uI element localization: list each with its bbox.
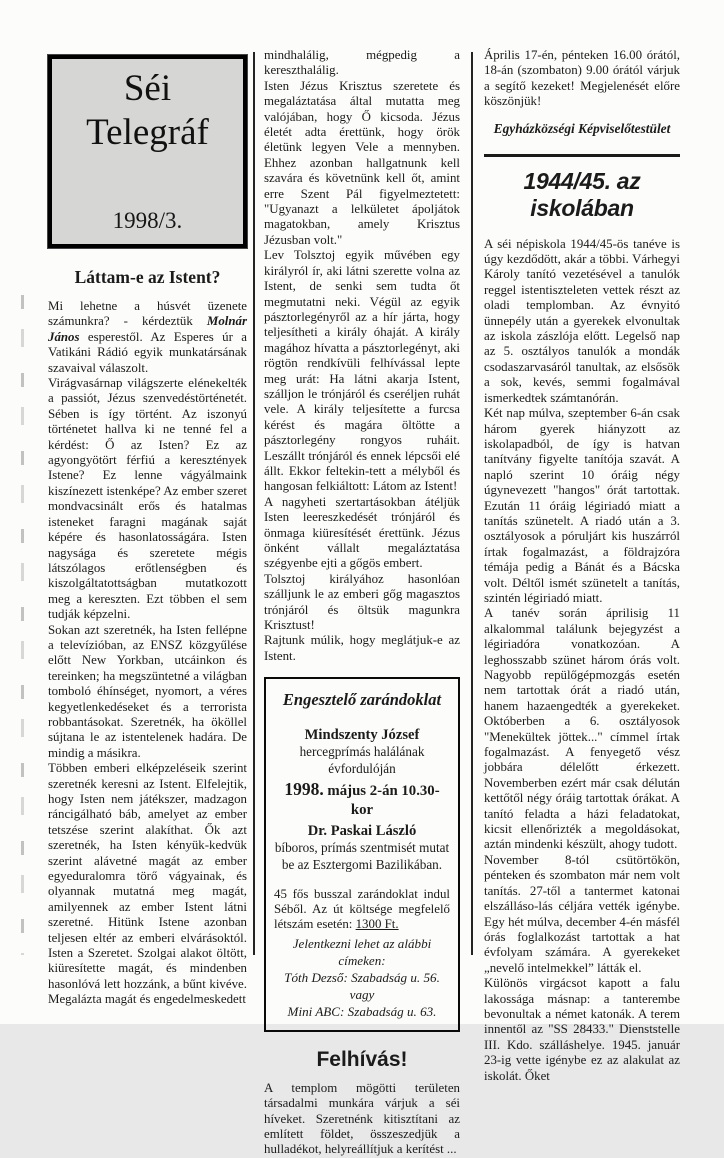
bus-info-text: 45 fős busszal zarándoklat indul Séből. Az út költsége megfelelő létszám esetén: — [274, 887, 450, 932]
signature-line: Egyházközségi Képviselőtestület — [493, 120, 671, 136]
pilgrimage-name-mindszenty: Mindszenty József — [304, 727, 420, 744]
masthead-box — [48, 55, 247, 248]
paragraph-text: Mi lehetne a húsvét üzenete számunkra? - kérdeztük — [48, 299, 247, 329]
pilgrimage-year: 1998. — [284, 779, 324, 800]
paragraph: Isten Jézus Krisztus szeretete és megaláztatása által mutatta meg valójában, hogy Ő kicsoda. Jézus életét adta érettünk, hogy örök életünk legyen Vele a mennyben. Ehhez azonban hallgatnunk kell szavára és követnünk kell őt, amint erre Szent Pál figyelmeztetett: "Ugyanazt a lelkületet ápoljátok magatokban, amely Krisztus Jézusban volt." — [264, 78, 460, 247]
pilgrimage-title: Engesztelő zarándoklat — [282, 690, 442, 710]
paragraph — [48, 299, 247, 376]
pilgrimage-announcement-box — [264, 677, 460, 1032]
paragraph: Tolsztoj királyához hasonlóan szálljunk le az emberi gőg magasztos trónjáról és öltsük magunkra Krisztust! — [264, 571, 460, 633]
article-heading-iskola: 1944/45. az iskolában — [523, 167, 641, 221]
pilgrimage-apply-line2: Tóth Dezső: Szabadság u. 56. vagy — [284, 969, 440, 1002]
paragraph: Két nap múlva, szeptember 6-án csak három gyerek hiányzott az iskolapadból, de így is hatvan tanítvány figyelte tanítója szavát. A napló szerint 10 óráig négy úgynevezett "hangos" órát tartottak. Ezután 11 óráig légiriadó miatt a tanítás szünetelt. A riadó után a 3. osztályosok a póruljárt kis huszárról írtak fogalmazást, a földrajzóra témája pedig a Bánát és a Bácska volt. Déltől ismét szünetelt a tanítás, szintén légiriadó miatt. — [484, 406, 680, 605]
paragraph: mindhalálig, mégpedig a kereszthalálig. — [264, 48, 460, 78]
paragraph: A tanév során áprilisig 11 alkalommal találunk bejegyzést a légiriadóra vonatkozóan. A leghosszabb szünet három órás volt. Nagyobb repülőgépmozgás esetén nem tartottak órát a riadó után, hanem hazaengedték a gyerekeket. Októberben a 6. osztályosok "Menekültek jöttek..." címmel írtak fogalmazást. A fenyegető vész jobbára délelőtt érkezett. Novemberben ezért már csak délután kettőtől négy óráig tartottak órákat. A tanító feladta a házi feladatokat, kicsit ellenőrizték a megoldásokat, aztán mindenki készült, ahogy tudott. — [484, 606, 680, 852]
paragraph-text: esperestől. Az Esperes úr a Vatikáni Rádió egyik munkatársának szavaival válaszolt. — [48, 329, 247, 375]
pilgrimage-bus-info — [274, 887, 450, 933]
article-heading-lattam: Láttam-e az Istent? — [74, 267, 221, 287]
pilgrimage-apply-line1: Jelentkezni lehet az alábbi címeken: — [292, 935, 432, 968]
article-heading-felhivas: Felhívás! — [316, 1047, 408, 1071]
pilgrimage-apply-line3: Mini ABC: Szabadság u. 63. — [287, 1003, 437, 1019]
masthead-title-line1: Séi — [123, 68, 172, 109]
section-divider-rule — [484, 154, 680, 157]
paragraph: Április 17-én, pénteken 16.00 órától, 18-án (szombaton) 9.00 órától várjuk a segítő kezeket! Megjelenését előre köszönjük! — [484, 48, 680, 109]
pilgrimage-occasion: hercegprímás halálának évfordulóján — [299, 744, 425, 776]
column-3 — [484, 48, 680, 1083]
bus-price: 1300 Ft. — [355, 917, 399, 932]
masthead-title-line2: Telegráf — [86, 111, 209, 153]
paragraph: November 8-tól csütörtökön, pénteken és szombaton már nem volt tanítás. 27-től a tantermet katonai elszálláso-lás céljára vették igénybe. Egy hét múlva, december 4-én másfél órás foglalkozást tartottak a hat évfolyam számára. A gyerekeket „nevelő intelmekkel” látták el. — [484, 852, 680, 975]
paragraph: Lev Tolsztoj egyik művében egy királyról ír, aki látni szerette volna az Istent, de senki sem tudta őt megmutatni neki. Végül az egyik pásztorlegényről az a hír járta, hogy teljesítheti a király óhaját. A király magához hívatta a pásztorlegényt, aki rögtön rendkívüli felhívással lepte meg urát: Ha látni akarja Istent, szálljon le trónjáról és cseréljen ruhát vele. A király teljesítette a furcsa kérést és magára öltötte a pásztorlegény rongyos ruháit. Leszállt trónjáról és ennek lépcsői elé állt. Ekkor feltekin-tett a mélyből és hangosan felkiáltott: Látom az Istent! — [264, 248, 460, 494]
column-1 — [48, 48, 247, 1007]
pilgrimage-date — [274, 779, 450, 819]
paragraph: Különös virgácsot kapott a falu lakossága másnap: a tanterembe bevonultak a német katonák. A terem innentől az "SS 28433." Dienststelle III. Kdo. szálláshelye. 1945. január 23-ig vette igénybe ez az alakulat az iskolát. Őket — [484, 976, 680, 1083]
paragraph: A séi népiskola 1944/45-ös tanéve is úgy kezdődött, akár a többi. Várhegyi Károly tanító vezetésével a tanulók reggel istentiszteleten vettek részt az oladi templomban. Az évnyitó ünnepély után a gyerekek elvonultak az iskola zászlója előtt. Legelső nap az 5. osztályos tanulók a mondák csodaszarvasáról tanultak, az elsősök a sok, kevés, semmi fogalmával ismerkedtek számtanórán. — [484, 236, 680, 405]
pilgrimage-name-paskai: Dr. Paskai László — [307, 822, 417, 839]
paragraph: A templom mögötti területen társadalmi munkára várjuk a séi híveket. Szeretnénk kitisztítani az említett földet, összeszedjük a hulladékot, helyreállítjuk a kerítést ... — [264, 1080, 460, 1157]
pilgrimage-date-rest: május 2-án 10.30-kor — [323, 783, 440, 819]
paragraph: Virágvasárnap világszerte elénekelték a passiót, Jézus szenvedéstörténetét. Sében is így történt. Az iszonyú történetet hallva ki ne tenné fel a kérdést: Ő az Isten? Ez az agyongyötört férfiú a keresztények Istene? Ez lenne vágyálmaink kiszínezett istenképe? Az ember szeret mondvacsinált erős és hatalmas isteneket faragni magának saját képére és hasonlatosságára. Isten nagysága és szeretete mégis látszólagos erőtlenségben és kiszolgáltatottságban mutatkozott meg a kereszten. Ezt többen el sem tudják képzelni. — [48, 376, 247, 622]
scan-edge-artifact — [21, 295, 24, 955]
column-divider-2 — [471, 52, 473, 955]
column-2 — [264, 48, 460, 1157]
masthead-title — [52, 59, 243, 154]
pilgrimage-mass-info: bíboros, prímás szentmisét mutat be az Esztergomi Bazilikában. — [274, 840, 450, 872]
paragraph: A nagyheti szertartásokban átéljük Isten leereszkedését trónjáról és önmaga kiüresítését érettünk. Jézus önként vállalt megaláztatása szégyenbe ejti a gőgös embert. — [264, 494, 460, 571]
paragraph: Rajtunk múlik, hogy meglátjuk-e az Istent. — [264, 633, 460, 663]
masthead-issue: 1998/3. — [112, 208, 183, 233]
paragraph: Többen emberi elképzeléseik szerint szeretnék keresni az Istent. Elfelejtik, hogy Isten nem játékszer, madzagon ráncigálható báb, amelyet az ember tetszése szerint alakíthat. Ők azt szeretnék, ha Isten kényük-kedvük szerint alávetné magát az ember egyeduralomra törő vágyainak, és olyannak mutatná meg magát, amilyennek az ember Istent látni szeretné. Hitünk Istene azonban teljesen eltér az emberi elvárásoktól. Isten a Szeretet. Szolgai alakot öltött, kiüresítette magát, és mindenben hasonlóvá lett hozzánk, a bűnt kivéve. Megalázta magát és engedelmeskedett — [48, 761, 247, 1007]
column-divider-1 — [253, 52, 255, 955]
person-name-emphasis: Molnár János — [48, 314, 247, 344]
paragraph: Sokan azt szeretnék, ha Isten fellépne a televízióban, az ENSZ közgyűlése előtt New Yorkban, utcáinkon és tereinken; ha megszüntetné a világban tomboló éhínséget, nyomort, a véres kegyetlenkedéseket és a terrorista robbantásokat. Szeretnék, ha ököllel sújtana le az istentelenek hadára. De mindig a másikra. — [48, 622, 247, 760]
